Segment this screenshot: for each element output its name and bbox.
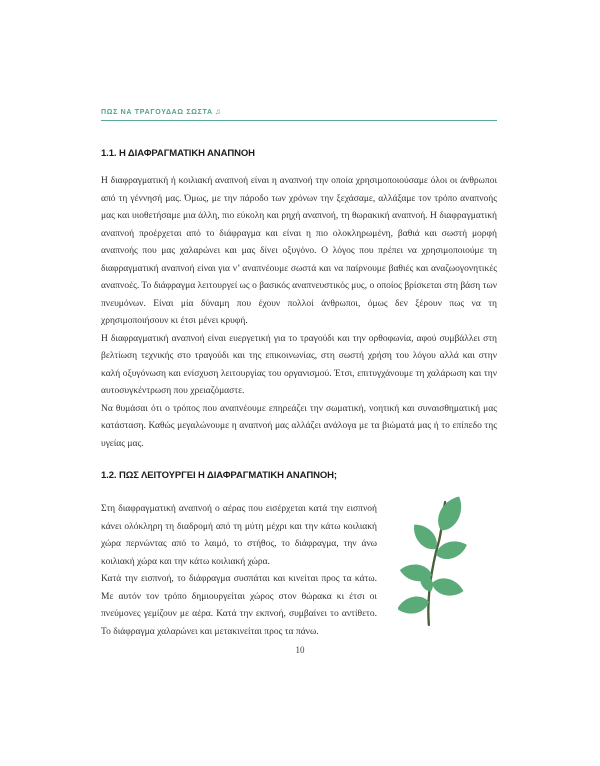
section-1-2-body [101, 501, 497, 641]
plant-illustration [398, 496, 476, 628]
section-1-2-text [101, 501, 377, 641]
page-number: 10 [295, 645, 305, 655]
paragraph: Η διαφραγματική ή κοιλιακή αναπνοή είναι η αναπνοή την οποία χρησιμοποιούσαμε όλοι οι άνθρωποι από τη γέννησή μας. Όμως, με την πάροδο των χρόνων την ξεχάσαμε, αλλάξαμε τον τρόπο αναπνοής μας και υιοθετήσαμε μια άλλη, πιο εύκολη και ρηχή αναπνοή, τη θωρακική αναπνοή. Η διαφραγματική αναπνοή προέρχεται από το διάφραγμα και είναι η πιο ολοκληρωμένη, βαθιά και σωστή μορφή αναπνοής που μας χαλαρώνει και μας δίνει οξυγόνο. Ο λόγος που πρέπει να χρησιμοποιούμε τη διαφραγματική αναπνοή είναι για ν’ αναπνέουμε σωστά και να παίρνουμε βαθιές και αναζωογονητικές αναπνοές. Το διάφραγμα λειτουργεί ως ο βασικός αναπνευστικός μυς, ο οποίος βρίσκεται στη βάση των πνευμόνων. Είναι μία δύναμη που έχουν πολλοί άνθρωποι, όμως δεν ξέρουν πως να τη χρησιμοποιήσουν κι έτσι μένει κρυφή. [101, 176, 497, 326]
music-note-icon: ♫ [214, 107, 221, 116]
paragraph: Κατά την εισπνοή, το διάφραγμα συσπάται και κινείται προς τα κάτω. Με αυτόν τον τρόπο δημιουργείται χώρος στον θώρακα κι έτσι οι πνεύμονες γεμίζουν με αέρα. Κατά την εκπνοή, συμβαίνει το αντίθετο. Το διάφραγμα χαλαρώνει και μετακινείται προς τα πάνω. [101, 574, 377, 637]
section-1-2-heading: 1.2. ΠΩΣ ΛΕΙΤΟΥΡΓΕΙ Η ΔΙΑΦΡΑΓΜΑΤΙΚΗ ΑΝΑΠΝΟΗ; [101, 470, 337, 481]
paragraph: Να θυμάσαι ότι ο τρόπος που αναπνέουμε επηρεάζει την σωματική, νοητική και συναισθηματική μας κατάσταση. Καθώς μεγαλώνουμε η αναπνοή μας αλλάζει ανάλογα με τα βιώματά μας ή το επίπεδο της υγείας μας. [101, 403, 497, 449]
page-header [101, 107, 497, 121]
plant-leaf [398, 594, 431, 617]
header-title: ΠΩΣ ΝΑ ΤΡΑΓΟΥΔΑΩ ΣΩΣΤΑ [101, 109, 213, 116]
section-1-1-body [101, 173, 497, 453]
paragraph: Στη διαφραγματική αναπνοή ο αέρας που εισέρχεται κατά την εισπνοή κάνει ολόκληρη τη διαδρομή από τη μύτη μέχρι και την κάτω κοιλιακή χώρα περνώντας από το λαιμό, το στήθος, το διάφραγμα, την άνω κοιλιακή χώρα και την κάτω κοιλιακή χώρα. [101, 504, 377, 567]
section-1-1-heading: 1.1. Η ΔΙΑΦΡΑΓΜΑΤΙΚΗ ΑΝΑΠΝΟΗ [101, 148, 255, 159]
plant-leaf [432, 496, 467, 535]
paragraph: Η διαφραγματική αναπνοή είναι ευεργετική για το τραγούδι και την ορθοφωνία, αφού συμβάλλει στη βελτίωση τεχνικής στο τραγούδι και της επικοινωνίας, στη σωστή χρήση του λόγου αλλά και στην καλή οξυγόνωση και ενίσχυση λειτουργίας του οργανισμού. Έτσι, επιτυγχάνουμε τη χαλάρωση και την αυτοσυγκέντρωση που χρειαζόμαστε. [101, 333, 497, 396]
plant-leaf [430, 575, 466, 599]
